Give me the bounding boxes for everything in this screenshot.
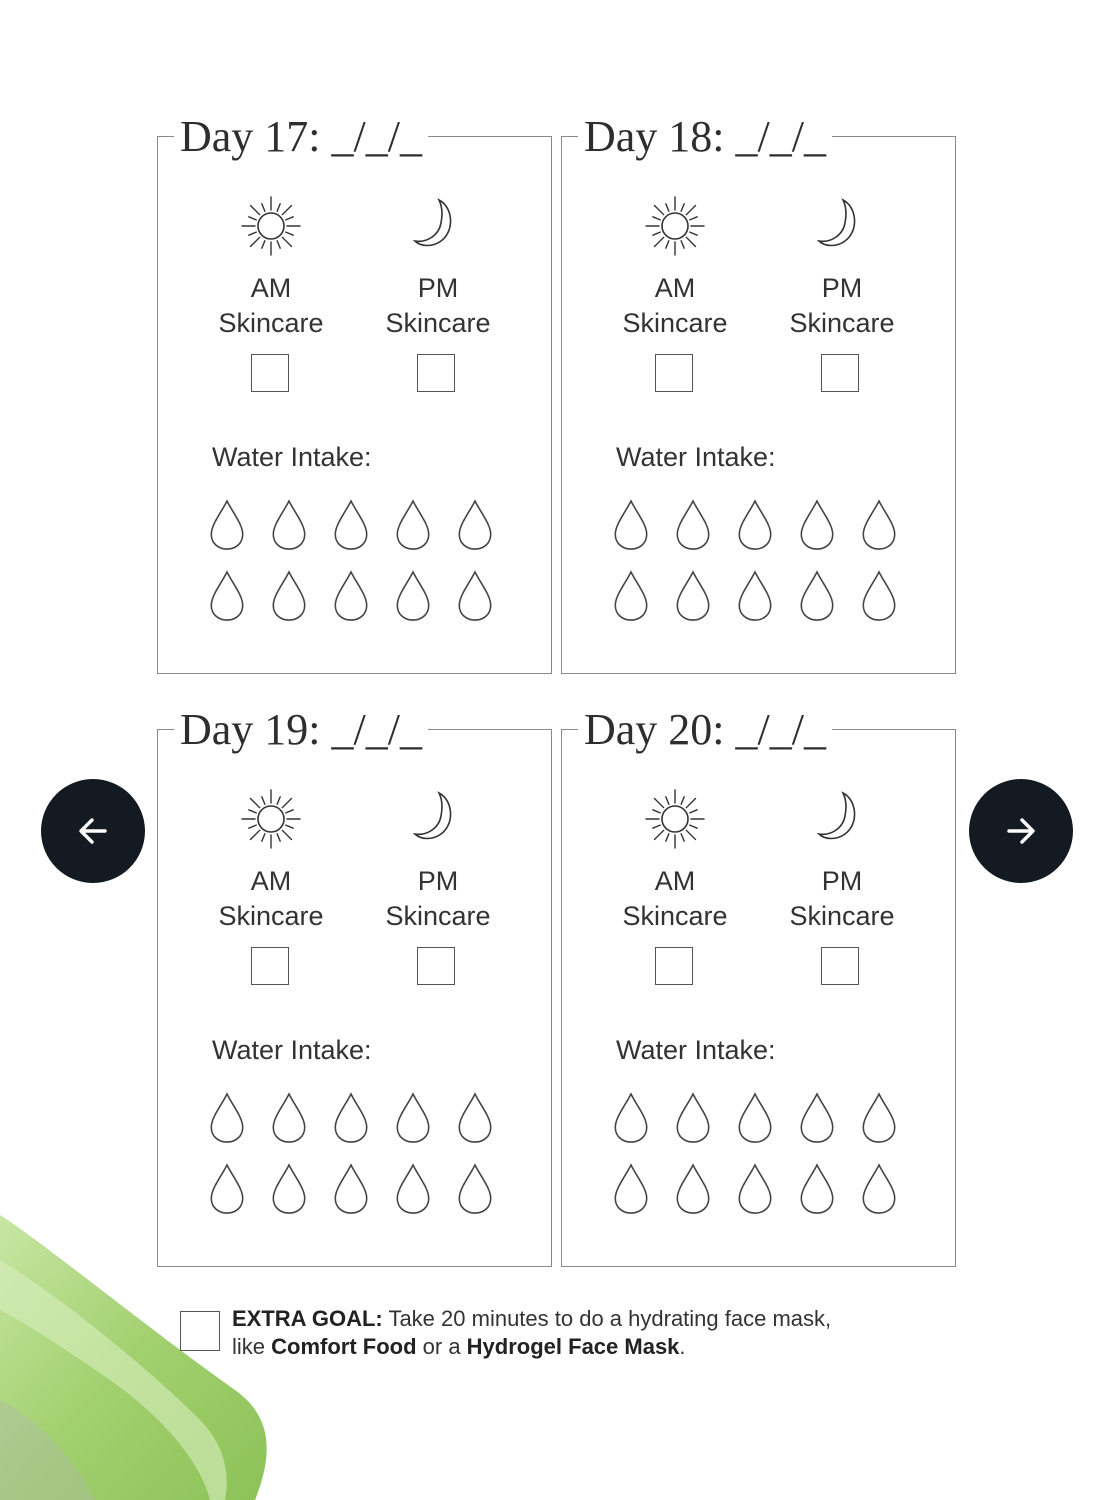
water-drop-icon[interactable]	[333, 1092, 369, 1144]
moon-icon	[817, 790, 861, 842]
am-skincare-label	[196, 271, 346, 341]
water-drop-icon[interactable]	[395, 1092, 431, 1144]
extra-goal-text	[232, 1305, 962, 1361]
am-label: AM	[654, 273, 696, 303]
am-sub-label: Skincare	[622, 901, 728, 931]
pm-label: PM	[417, 866, 459, 896]
water-drop-icon[interactable]	[861, 1163, 897, 1215]
pm-sub-label: Skincare	[385, 901, 491, 931]
previous-page-button[interactable]	[41, 779, 145, 883]
day-card-17	[157, 112, 552, 674]
water-drop-icon[interactable]	[271, 1092, 307, 1144]
pm-skincare-checkbox[interactable]	[821, 947, 859, 985]
water-drop-icon[interactable]	[799, 570, 835, 622]
water-drop-icon[interactable]	[675, 570, 711, 622]
next-page-button[interactable]	[969, 779, 1073, 883]
pm-label: PM	[417, 273, 459, 303]
water-intake-label: Water Intake:	[616, 1035, 776, 1065]
arrow-right-icon	[1001, 811, 1041, 851]
am-skincare-label	[600, 864, 750, 934]
water-drop-icon[interactable]	[209, 499, 245, 551]
water-drop-icon[interactable]	[457, 570, 493, 622]
day-title: Day 20: _/_/_	[578, 704, 832, 756]
moon-icon	[413, 197, 457, 249]
extra-goal-text-1: Take 20 minutes to do a hydrating face mask,	[382, 1306, 832, 1331]
water-intake-label: Water Intake:	[616, 442, 776, 472]
day-title: Day 17: _/_/_	[174, 111, 428, 163]
arrow-left-icon	[73, 811, 113, 851]
day-card-19	[157, 705, 552, 1267]
water-drop-icon[interactable]	[395, 570, 431, 622]
am-sub-label: Skincare	[218, 308, 324, 338]
water-drop-icon[interactable]	[861, 570, 897, 622]
extra-goal-checkbox[interactable]	[180, 1311, 220, 1351]
water-drop-icon[interactable]	[861, 1092, 897, 1144]
water-drop-icon[interactable]	[799, 499, 835, 551]
water-drop-icon[interactable]	[799, 1163, 835, 1215]
am-skincare-checkbox[interactable]	[655, 354, 693, 392]
water-drop-icon[interactable]	[271, 499, 307, 551]
water-drop-icon[interactable]	[457, 1163, 493, 1215]
am-skincare-checkbox[interactable]	[251, 354, 289, 392]
water-drop-icon[interactable]	[457, 1092, 493, 1144]
pm-skincare-label	[767, 864, 917, 934]
pm-skincare-checkbox[interactable]	[821, 354, 859, 392]
water-drop-icon[interactable]	[675, 1092, 711, 1144]
am-skincare-label	[196, 864, 346, 934]
water-drop-icon[interactable]	[737, 1163, 773, 1215]
water-drop-icon[interactable]	[613, 570, 649, 622]
water-drop-icon[interactable]	[675, 1163, 711, 1215]
am-label: AM	[654, 866, 696, 896]
day-card-20	[561, 705, 956, 1267]
water-drop-icon[interactable]	[799, 1092, 835, 1144]
water-drops-grid	[209, 499, 509, 622]
pm-skincare-label	[363, 271, 513, 341]
water-drop-icon[interactable]	[395, 499, 431, 551]
water-drop-icon[interactable]	[861, 499, 897, 551]
pm-label: PM	[821, 273, 863, 303]
water-drop-icon[interactable]	[613, 1163, 649, 1215]
sun-icon	[240, 195, 302, 257]
am-skincare-checkbox[interactable]	[655, 947, 693, 985]
extra-goal-text-3: or a	[416, 1334, 467, 1359]
day-title: Day 18: _/_/_	[578, 111, 832, 163]
pm-skincare-label	[363, 864, 513, 934]
pm-skincare-label	[767, 271, 917, 341]
pm-sub-label: Skincare	[789, 308, 895, 338]
water-drops-grid	[209, 1092, 509, 1215]
am-sub-label: Skincare	[218, 901, 324, 931]
water-drop-icon[interactable]	[675, 499, 711, 551]
water-drop-icon[interactable]	[209, 1092, 245, 1144]
water-drop-icon[interactable]	[457, 499, 493, 551]
water-drops-grid	[613, 1092, 913, 1215]
day-title: Day 19: _/_/_	[174, 704, 428, 756]
water-drop-icon[interactable]	[613, 499, 649, 551]
pm-sub-label: Skincare	[789, 901, 895, 931]
water-drop-icon[interactable]	[333, 499, 369, 551]
sun-icon	[240, 788, 302, 850]
water-drop-icon[interactable]	[395, 1163, 431, 1215]
product-hydrogel-face-mask: Hydrogel Face Mask	[466, 1334, 680, 1359]
water-drop-icon[interactable]	[737, 570, 773, 622]
day-card-18	[561, 112, 956, 674]
water-drop-icon[interactable]	[613, 1092, 649, 1144]
am-sub-label: Skincare	[622, 308, 728, 338]
sun-icon	[644, 788, 706, 850]
product-comfort-food: Comfort Food	[271, 1334, 417, 1359]
extra-goal-text-4: .	[679, 1334, 686, 1359]
am-skincare-checkbox[interactable]	[251, 947, 289, 985]
water-drop-icon[interactable]	[333, 570, 369, 622]
water-drop-icon[interactable]	[737, 499, 773, 551]
pm-label: PM	[821, 866, 863, 896]
extra-goal-text-2: like	[232, 1334, 272, 1359]
water-intake-label: Water Intake:	[212, 1035, 372, 1065]
am-skincare-label	[600, 271, 750, 341]
water-drop-icon[interactable]	[209, 1163, 245, 1215]
moon-icon	[413, 790, 457, 842]
water-drop-icon[interactable]	[737, 1092, 773, 1144]
water-drop-icon[interactable]	[209, 570, 245, 622]
pm-skincare-checkbox[interactable]	[417, 947, 455, 985]
extra-goal-heading: EXTRA GOAL:	[232, 1306, 383, 1331]
water-drops-grid	[613, 499, 913, 622]
moon-icon	[817, 197, 861, 249]
pm-sub-label: Skincare	[385, 308, 491, 338]
water-drop-icon[interactable]	[333, 1163, 369, 1215]
sun-icon	[644, 195, 706, 257]
water-intake-label: Water Intake:	[212, 442, 372, 472]
water-drop-icon[interactable]	[271, 1163, 307, 1215]
water-drop-icon[interactable]	[271, 570, 307, 622]
pm-skincare-checkbox[interactable]	[417, 354, 455, 392]
am-label: AM	[250, 273, 292, 303]
am-label: AM	[250, 866, 292, 896]
